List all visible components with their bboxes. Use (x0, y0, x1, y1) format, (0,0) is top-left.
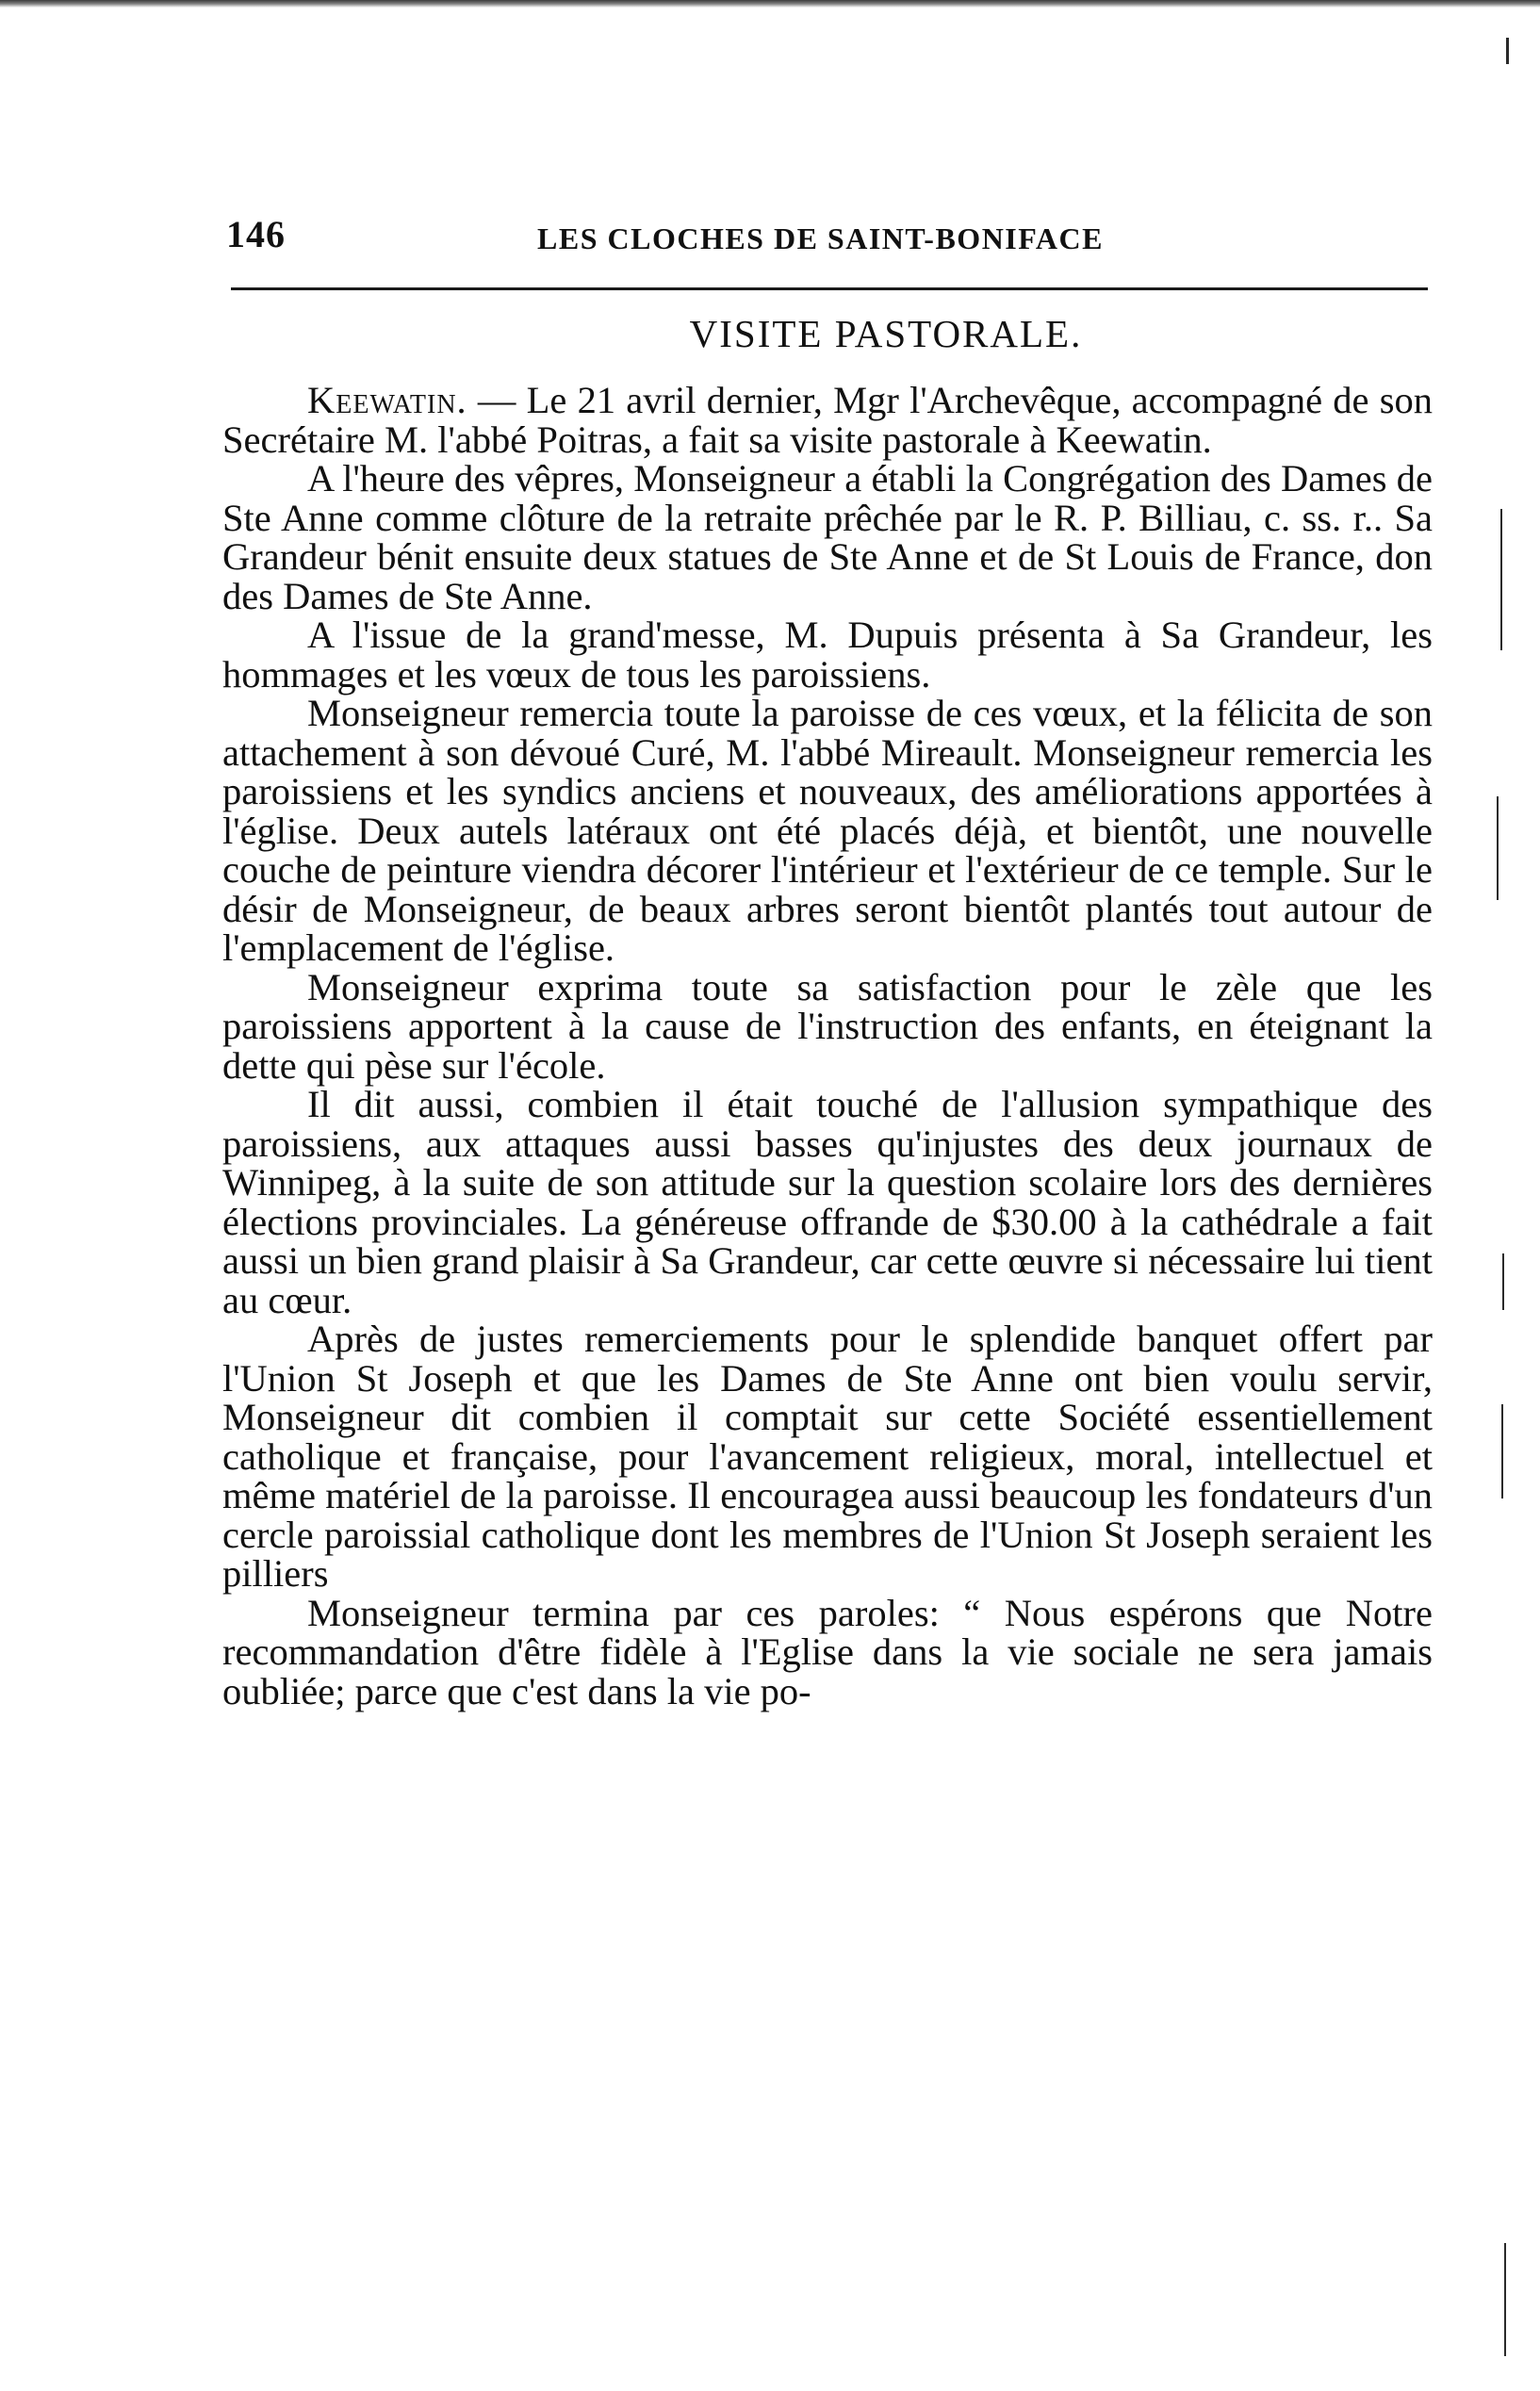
article-body (222, 381, 1433, 1711)
paragraph: Il dit aussi, combien il était touché de l'allusion sympathique des paroissiens, aux attaques aussi basses qu'injustes des deux journaux de Winnipeg, à la suite de son attitude sur la question scolaire lors des dernières élections provinciales. La généreuse offrande de $30.00 à la cathédrale a fait aussi un bien grand plaisir à Sa Grandeur, car cette œuvre si nécessaire lui tient au cœur. (222, 1083, 1433, 1321)
lead-place: Keewatin. (307, 379, 467, 421)
scan-margin-mark (1497, 796, 1499, 900)
scan-margin-mark (1500, 509, 1502, 650)
paragraph: Après de justes remerciements pour le splendide banquet offert par l'Union St Joseph et que les Dames de Ste Anne ont bien voulu servir, Monseigneur dit combien il comptait sur cette Société essentiellement catholique et française, pour l'avancement religieux, moral, intellectuel et même matériel de la paroisse. Il encouragea aussi beaucoup les fondateurs d'un cercle paroissial catholique dont les membres de l'Union St Joseph seraient les pilliers (222, 1318, 1433, 1595)
scan-margin-mark (1506, 38, 1509, 64)
paragraph: Monseigneur exprima toute sa satisfaction pour le zèle que les paroissiens apportent à la cause de l'instruction des enfants, en éteignant la dette qui pèse sur l'école. (222, 965, 1433, 1087)
paragraph: A l'heure des vêpres, Monseigneur a établi la Congrégation des Dames de Ste Anne comme clôture de la retraite prêchée par le R. P. Billiau, c. ss. r.. Sa Grandeur bénit ensuite deux statues de Ste Anne et de St Louis de France, don des Dames de Ste Anne. (222, 457, 1433, 617)
scan-top-edge (0, 0, 1540, 8)
scan-margin-mark (1504, 2243, 1506, 2356)
running-header (226, 212, 1433, 278)
paragraph (222, 381, 1433, 459)
paragraph: Monseigneur remercia toute la paroisse de ces vœux, et la félicita de son attachement à son dévoué Curé, M. l'abbé Mireault. Monseigneur remercia les paroissiens et les syndics anciens et nouveaux, des améliorations apportées à l'église. Deux autels latéraux ont été placés déjà, et bientôt, une nouvelle couche de peinture viendra décorer l'intérieur et l'extérieur de ce temple. Sur le désir de Monseigneur, de beaux arbres seront bientôt plantés tout autour de l'emplacement de l'église. (222, 692, 1433, 969)
page-number: 146 (226, 213, 286, 255)
scan-margin-mark (1501, 1404, 1503, 1498)
scan-margin-mark (1502, 1253, 1504, 1310)
paragraph-text: — Le 21 avril dernier, Mgr l'Archevêque, accompagné de son Secrétaire M. l'abbé Poitras, a fait sa visite pastorale à Keewatin. (222, 379, 1433, 461)
paragraph: Monseigneur termina par ces paroles: “ Nous espérons que Notre recommandation d'être fidèle à l'Eglise dans la vie sociale ne sera jamais oubliée; parce que c'est dans la vie po- (222, 1591, 1433, 1712)
header-divider (231, 287, 1428, 290)
running-title: LES CLOCHES DE SAINT-BONIFACE (537, 221, 1104, 255)
paragraph: A l'issue de la grand'messe, M. Dupuis présenta à Sa Grandeur, les hommages et les vœux de tous les paroissiens. (222, 614, 1433, 696)
section-title: VISITE PASTORALE. (689, 312, 1083, 355)
